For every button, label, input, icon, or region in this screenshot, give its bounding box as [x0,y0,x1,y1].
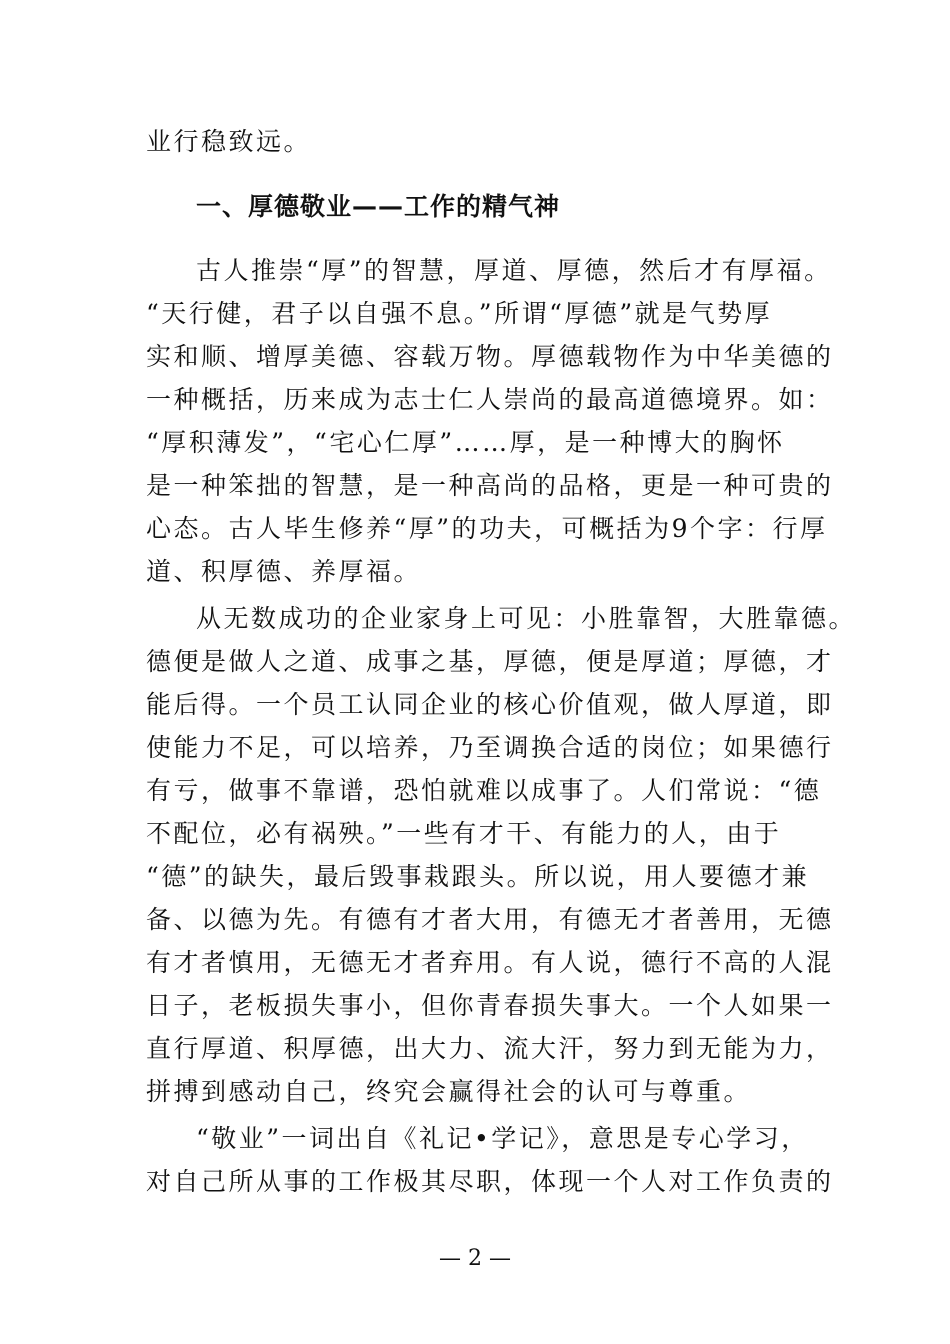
body-line-3: “天行健，君子以自强不息。”所谓“厚德”就是气势厚 [146,299,773,328]
body-line-23: 对自己所从事的工作极其尽职，体现一个人对工作负责的 [146,1167,834,1196]
body-line-17: 备、以德为先。有德有才者大用，有德无才者善用，无德 [146,905,834,934]
body-line-7: 是一种笨拙的智慧，是一种高尚的品格，更是一种可贵的 [146,471,834,500]
body-line-9: 道、积厚德、养厚福。 [146,557,422,586]
body-line-6: “厚积薄发”，“宅心仁厚”……厚，是一种博大的胸怀 [146,428,785,457]
body-line-5: 一种概括，历来成为志士仁人崇尚的最高道德境界。如： [146,385,834,414]
body-line-20: 直行厚道、积厚德，出大力、流大汗，努力到无能为力， [146,1034,834,1063]
page-number: — 2 — [439,1246,511,1271]
body-line-8: 心态。古人毕生修养“厚”的功夫，可概括为9个字：行厚 [146,514,828,543]
section-heading: 一、厚德敬业——工作的精气神 [196,192,561,221]
body-line-18: 有才者慎用，无德无才者弃用。有人说，德行不高的人混 [146,948,834,977]
body-line-21: 拼搏到感动自己，终究会赢得社会的认可与尊重。 [146,1077,752,1106]
body-line-22: “敬业”一词出自《礼记•学记》，意思是专心学习， [196,1124,809,1153]
body-line-1: 业行稳致远。 [146,127,312,156]
body-line-11: 德便是做人之道、成事之基，厚德，便是厚道；厚德，才 [146,647,834,676]
body-line-4: 实和顺、增厚美德、容载万物。厚德载物作为中华美德的 [146,342,834,371]
body-line-12: 能后得。一个员工认同企业的核心价值观，做人厚道，即 [146,690,834,719]
body-line-15: 不配位，必有祸殃。”一些有才干、有能力的人，由于 [146,819,782,848]
body-line-2: 古人推崇“厚”的智慧，厚道、厚德，然后才有厚福。 [196,256,832,285]
body-line-16: “德”的缺失，最后毁事栽跟头。所以说，用人要德才兼 [146,862,810,891]
body-line-10: 从无数成功的企业家身上可见：小胜靠智，大胜靠德。 [196,604,857,633]
body-line-13: 使能力不足，可以培养，乃至调换合适的岗位；如果德行 [146,733,834,762]
body-line-19: 日子，老板损失事小，但你青春损失事大。一个人如果一 [146,991,834,1020]
body-line-14: 有亏，做事不靠谱，恐怕就难以成事了。人们常说：“德 [146,776,822,805]
